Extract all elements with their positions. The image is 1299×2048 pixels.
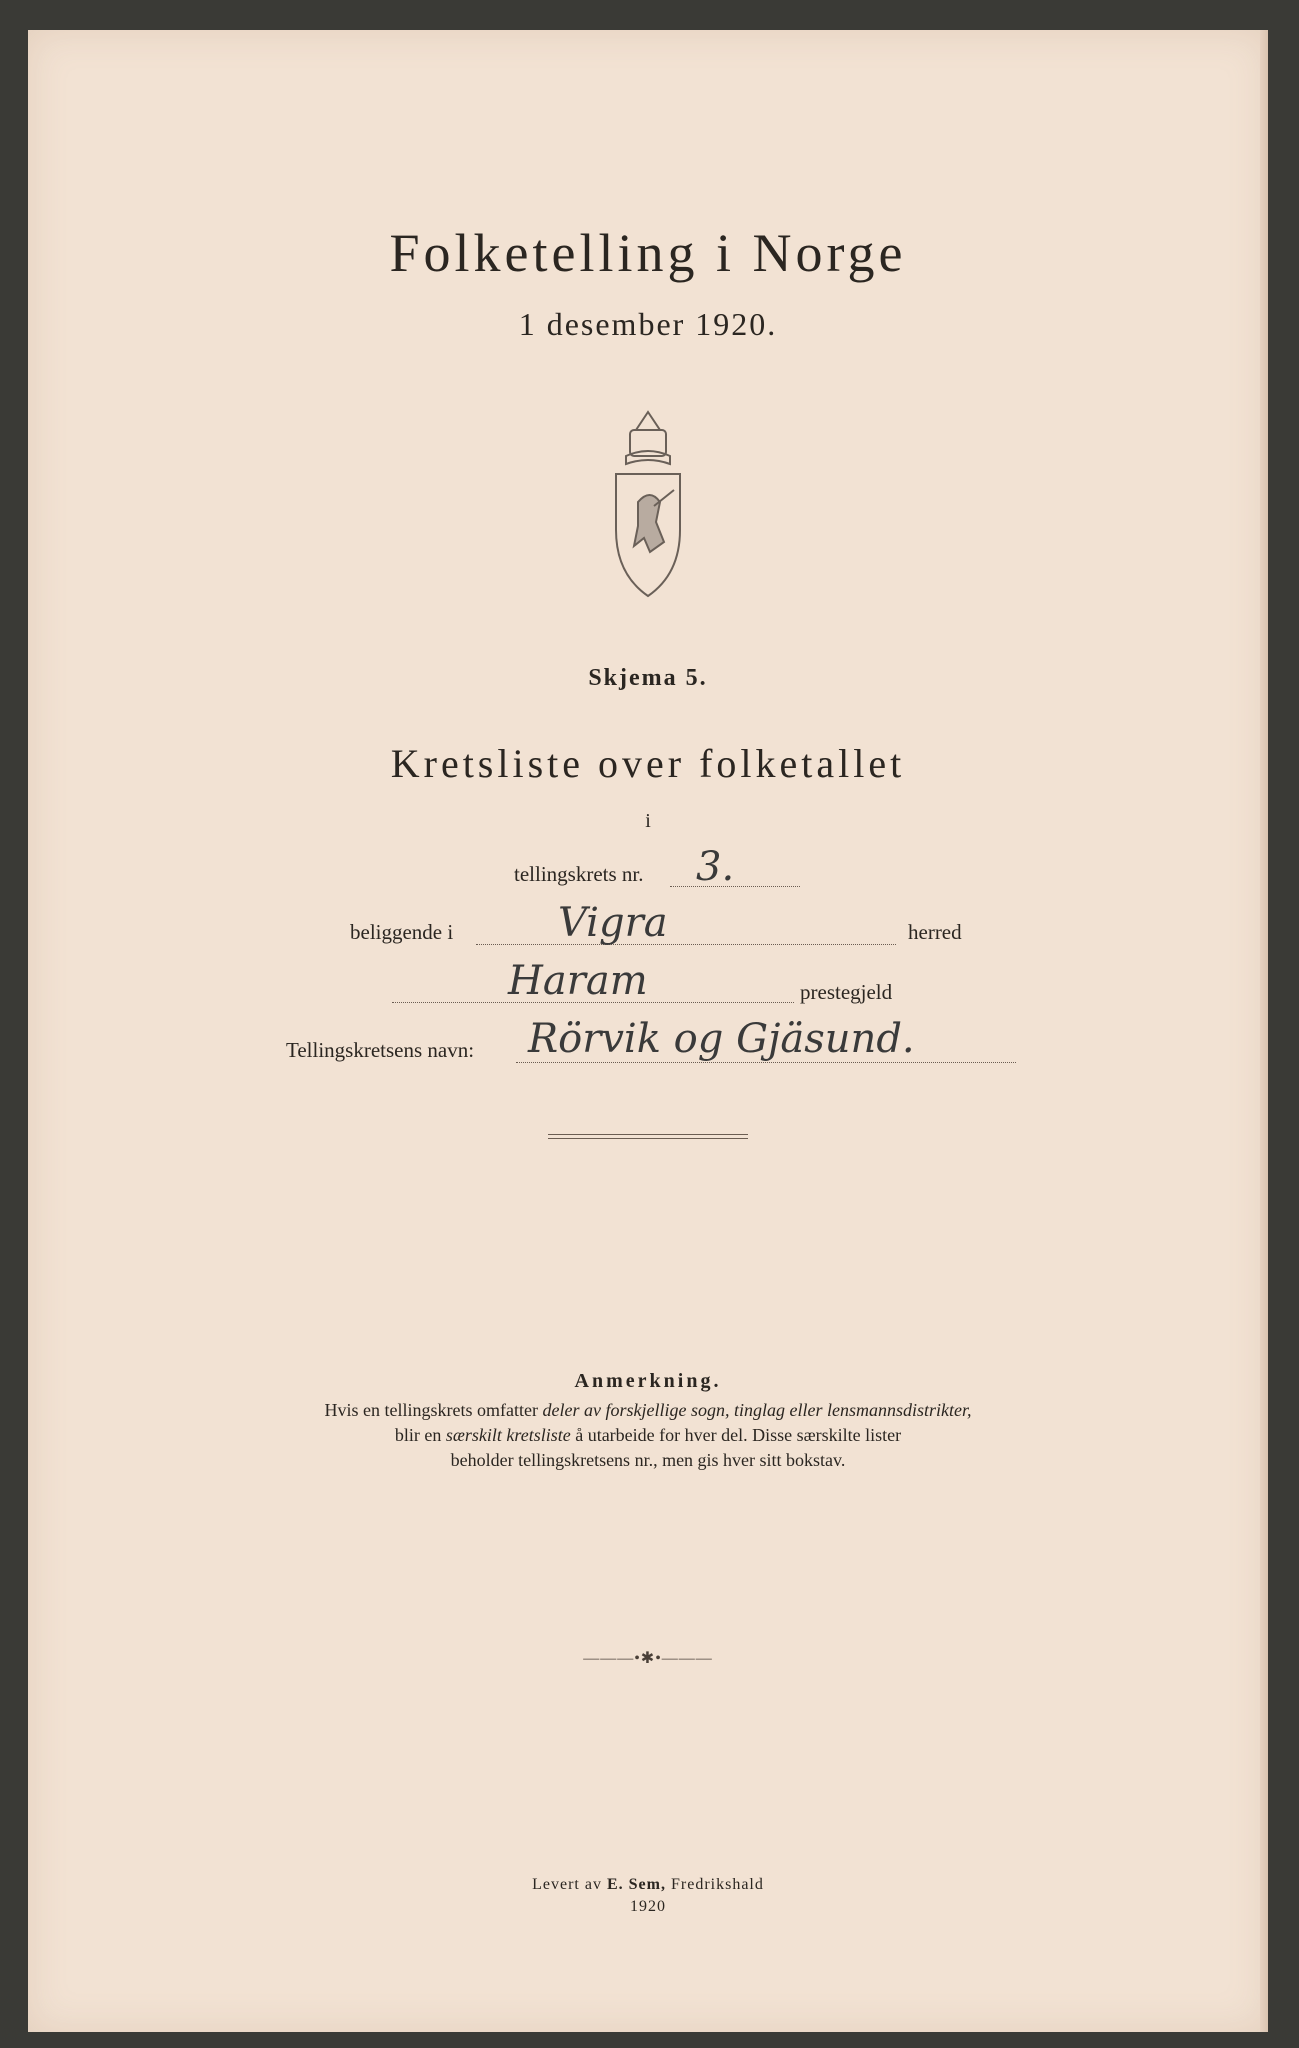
navn-value: Rörvik og Gjäsund. (528, 1016, 915, 1062)
note-line2b: særskilt kretsliste (445, 1425, 571, 1445)
schema-label: Skjema 5. (588, 665, 708, 691)
note-line2c: å utarbeide for hver del. Disse særskilte lister (575, 1425, 902, 1445)
ornament-divider: ———•✱•——— (583, 1650, 713, 1667)
note-line1a: Hvis en tellingskrets omfatter (324, 1400, 538, 1420)
herred-label: herred (908, 920, 962, 944)
prestegjeld-label: prestegjeld (800, 980, 893, 1004)
tellingskrets-label: tellingskrets nr. (514, 862, 644, 886)
norwegian-coat-of-arms-icon (598, 402, 698, 602)
section-divider (548, 1134, 748, 1139)
beliggende-label: beliggende i (350, 920, 454, 944)
census-form-page (28, 30, 1268, 2032)
printer-imprint (28, 1874, 1268, 1918)
navn-label: Tellingskretsens navn: (286, 1038, 475, 1062)
tellingskrets-field (670, 852, 800, 887)
note-line1b: deler av forskjellige sogn, tinglag eller lensmannsdistrikter, (542, 1400, 972, 1420)
beliggende-field (476, 910, 896, 945)
note-line2a: blir en (394, 1425, 442, 1445)
printer-prefix: Levert av (532, 1876, 602, 1893)
tellingskrets-value: 3. (696, 844, 735, 890)
form-date: 1 desember 1920. (518, 306, 778, 342)
form-heading: Kretsliste over folketallet (390, 741, 906, 786)
form-title: Folketelling i Norge (389, 223, 907, 283)
connector-word: i (645, 810, 651, 832)
note-text (228, 1398, 1068, 1473)
note-line3: beholder tellingskretsens nr., men gis hver sitt bokstav. (450, 1450, 846, 1470)
printer-year: 1920 (630, 1898, 666, 1915)
prestegjeld-value: Haram (508, 958, 648, 1004)
printer-city: Fredrikshald (670, 1876, 764, 1893)
beliggende-value: Vigra (558, 900, 668, 946)
printer-name: E. Sem, (606, 1876, 666, 1893)
note-title: Anmerkning. (574, 1370, 722, 1392)
